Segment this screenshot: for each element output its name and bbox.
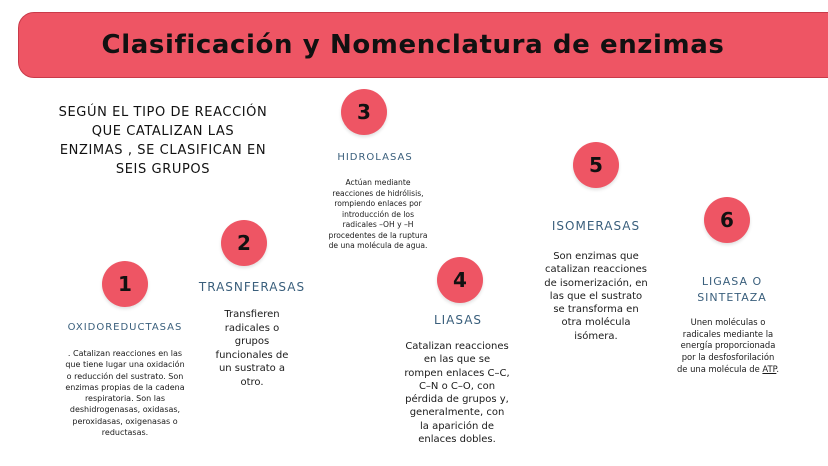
page-title: Clasificación y Nomenclatura de enzimas (101, 30, 725, 60)
number-badge-1: 1 (102, 261, 148, 307)
number-badge-5: 5 (573, 142, 619, 188)
desc-isomerasas: Son enzimas que catalizan reacciones de isomerización, en las que el sustrato se transforma en otra molécula isómera. (544, 251, 648, 342)
desc-ligasa-text: Unen moléculas o radicales mediante la energía proporcionada por la desfosforilación de una molécula de (676, 317, 776, 374)
desc-ligasa (676, 317, 780, 376)
heading-trasnferasas: TRASNFERASAS (198, 280, 306, 294)
desc-oxidoreductasas: . Catalizan reacciones en las que tiene lugar una oxidación o reducción del sustrato. Son enzimas propias de la cadena respiratoria. Son las deshidrogenasas, oxidasas, peroxidasas, oxigenasas o reductasas. (65, 349, 185, 438)
heading-oxidoreductasas: OXIDOREDUCTASAS (67, 322, 183, 333)
atp-link[interactable]: ATP (762, 363, 777, 374)
heading-hidrolasas: HIDROLASAS (337, 152, 413, 163)
intro-text: SEGÚN EL TIPO DE REACCIÓN QUE CATALIZAN LAS ENZIMAS , SE CLASIFICAN EN SEIS GRUPOS (58, 105, 268, 177)
heading-ligasa: LIGASA O SINTETAZA (697, 275, 767, 304)
desc-liasas: Catalizan reacciones en las que se rompen enlaces C–C, C–N o C–O, con pérdida de grupos y, generalmente, con la aparición de enlaces dobles. (404, 341, 510, 446)
desc-hidrolasas: Actúan mediante reacciones de hidrólisis, rompiendo enlaces por introducción de los radicales –OH y –H procedentes de la ruptura de una molécula de agua. (328, 178, 428, 250)
desc-trasnferasas: Transfieren radicales o grupos funcionales de un sustrato a otro. (215, 309, 289, 388)
number-badge-4: 4 (437, 257, 483, 303)
number-badge-3: 3 (341, 89, 387, 135)
heading-isomerasas: ISOMERASAS (551, 219, 641, 233)
number-badge-2: 2 (221, 220, 267, 266)
heading-liasas: LIASAS (433, 313, 483, 327)
desc-ligasa-end: . (776, 363, 780, 374)
number-badge-6: 6 (704, 197, 750, 243)
